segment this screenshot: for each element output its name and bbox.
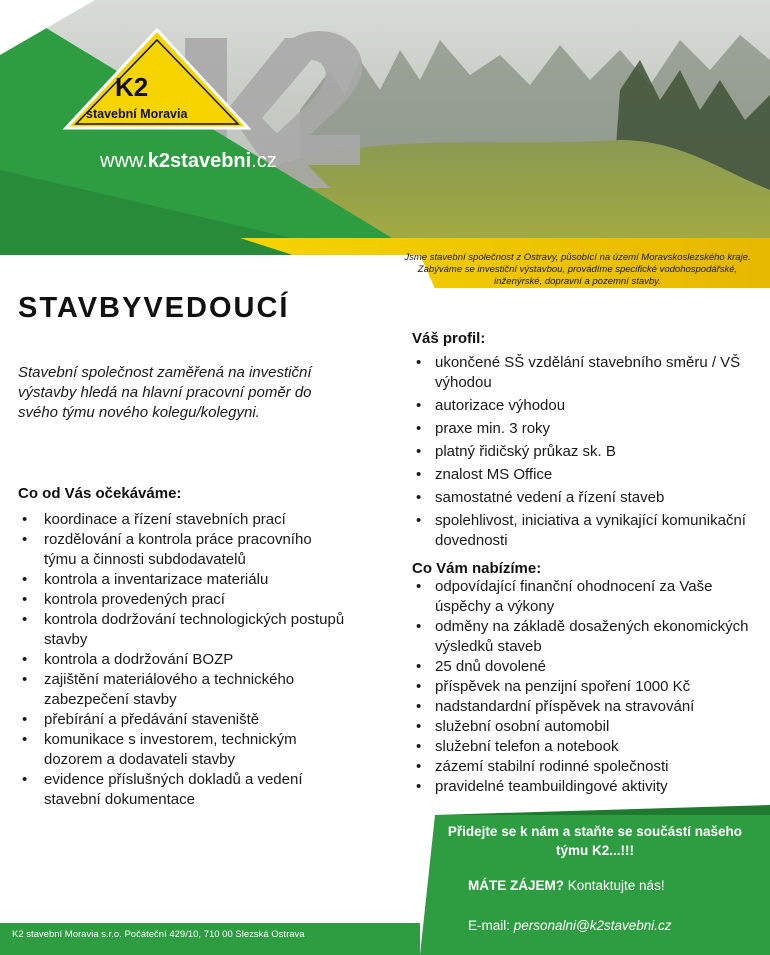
list-item: • odpovídající finanční ohodnocení za Vaše úspěchy a výkony — [412, 577, 757, 617]
list-item: • zázemí stabilní rodinné společnosti — [412, 757, 757, 777]
list-item: • odměny na základě dosažených ekonomických výsledků staveb — [412, 617, 757, 657]
list-item: • pravidelné teambuildingové aktivity — [412, 777, 757, 797]
offer-list — [412, 577, 757, 797]
profile-offer-section — [412, 330, 757, 797]
list-item: • služební telefon a notebook — [412, 737, 757, 757]
list-item: • 25 dnů dovolené — [412, 657, 757, 677]
cta-interest-rest: Kontaktujte nás! — [564, 878, 665, 893]
list-item: • platný řidičský průkaz sk. B — [412, 442, 757, 462]
list-item: • autorizace výhodou — [412, 396, 757, 416]
list-item: • příspěvek na penzijní spoření 1000 Kč — [412, 677, 757, 697]
list-item: • evidence příslušných dokladů a vedení stavební dokumentace — [18, 770, 348, 810]
profile-heading: Váš profil: — [412, 330, 486, 347]
cta-email — [468, 918, 672, 933]
url-main: k2stavebni — [147, 150, 252, 172]
email-link[interactable]: personalni@k2stavebni.cz — [513, 918, 672, 933]
page-title: STAVBYVEDOUCÍ — [18, 292, 290, 324]
list-item: • služební osobní automobil — [412, 717, 757, 737]
url-prefix: www. — [100, 150, 148, 172]
url-suffix: .cz — [251, 150, 277, 172]
list-item: • kontrola provedených prací — [18, 590, 348, 610]
list-item: • koordinace a řízení stavebních prací — [18, 510, 348, 530]
list-item: • nadstandardní příspěvek na stravování — [412, 697, 757, 717]
website-link[interactable] — [100, 150, 277, 173]
expect-heading: Co od Vás očekáváme: — [18, 485, 182, 502]
list-item: • přebírání a předávání staveniště — [18, 710, 348, 730]
offer-heading: Co Vám nabízíme: — [412, 560, 542, 577]
expect-list — [18, 510, 348, 810]
footer-address: K2 stavební Moravia s.r.o. Počáteční 429/10, 710 00 Slezská Ostrava — [12, 929, 305, 940]
list-item: • kontrola a inventarizace materiálu — [18, 570, 348, 590]
cta-join-text: Přidejte se k nám a staňte se součástí našeho týmu K2...!!! — [447, 824, 743, 858]
list-item: • znalost MS Office — [412, 465, 757, 485]
logo-company-name: stavební Moravia — [86, 107, 188, 121]
list-item: • spolehlivost, iniciativa a vynikající komunikační dovednosti — [412, 511, 757, 551]
cta-interest — [468, 878, 665, 893]
list-item: • ukončené SŠ vzdělání stavebního směru / VŠ výhodou — [412, 353, 757, 393]
list-item: • rozdělování a kontrola práce pracovního týmu a činnosti subdodavatelů — [18, 530, 348, 570]
expect-section — [18, 485, 348, 810]
email-label: E-mail: — [468, 918, 514, 933]
company-intro: Jsme stavební společnost z Ostravy, působící na území Moravskoslezského kraje. Zabýváme se investiční výstavbou, provádíme specifické vodohospodářské, inženýrské, dopravní a pozemní stavby. — [404, 252, 751, 287]
list-item: • kontrola a dodržování BOZP — [18, 650, 348, 670]
list-item: • samostatné vedení a řízení staveb — [412, 488, 757, 508]
cta-interest-bold: MÁTE ZÁJEM? — [468, 878, 564, 893]
list-item: • komunikace s investorem, technickým dozorem a dodavateli stavby — [18, 730, 348, 770]
logo-k2-text: K2 — [115, 72, 149, 102]
intro-text: Stavební společnost zaměřená na investiční výstavby hledá na hlavní pracovní poměr do svého týmu nového kolegu/kolegyni. — [18, 364, 312, 421]
list-item: • zajištění materiálového a technického zabezpečení stavby — [18, 670, 348, 710]
list-item: • praxe min. 3 roky — [412, 419, 757, 439]
list-item: • kontrola dodržování technologických postupů stavby — [18, 610, 348, 650]
profile-list — [412, 353, 757, 551]
